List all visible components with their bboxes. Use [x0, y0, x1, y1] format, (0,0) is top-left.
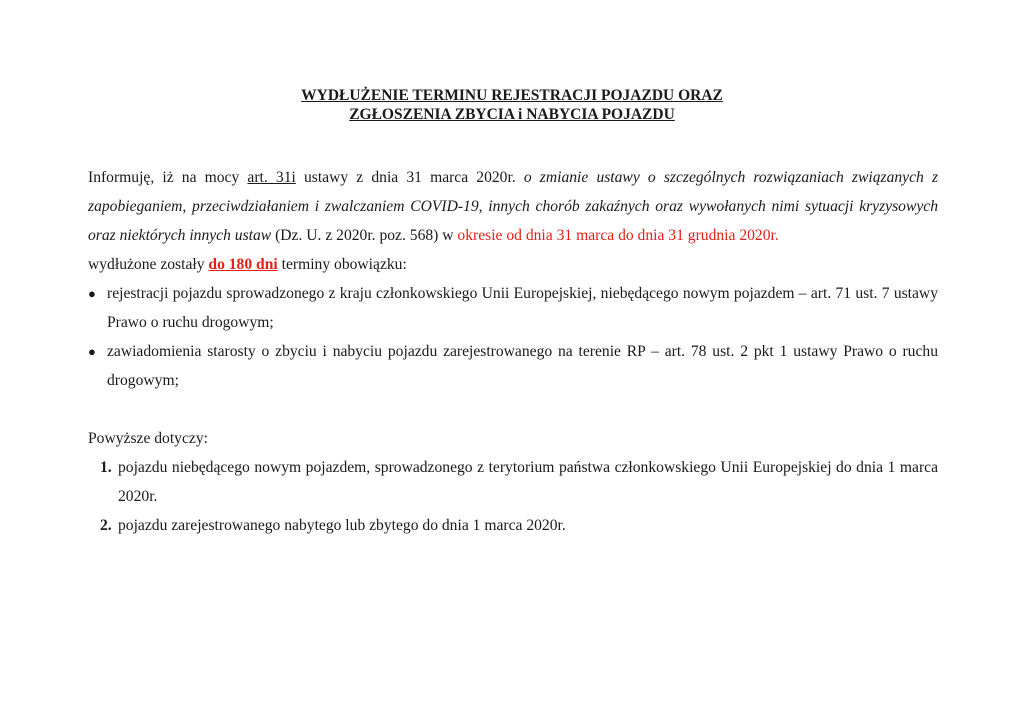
list-item [88, 453, 938, 511]
article-reference: art. 31i [247, 169, 296, 186]
intro-text-4: wydłużone zostały [88, 256, 209, 273]
obligations-list [88, 279, 938, 395]
list-number: 1. [100, 459, 112, 476]
applies-list [88, 453, 938, 540]
list-item [88, 279, 938, 337]
intro-paragraph [88, 163, 938, 279]
list-item-text: pojazdu zarejestrowanego nabytego lub zbytego do dnia 1 marca 2020r. [118, 517, 566, 534]
intro-text-2: ustawy z dnia 31 marca 2020r. [295, 169, 524, 186]
extension-text [88, 250, 938, 279]
list-item-text: rejestracji pojazdu sprowadzonego z kraju członkowskiego Unii Europejskiej, niebędącego nowym pojazdem – art. 71 ust. 7 ustawy Prawo o ruchu drogowym; [107, 285, 938, 331]
spacer [88, 395, 938, 424]
applies-heading: Powyższe dotyczy: [88, 430, 208, 447]
intro-text-1: Informuję, iż na mocy [88, 169, 248, 186]
act-title: o zmianie ustawy o szczególnych rozwiązaniach związanych z zapobieganiem, przeciwdziałaniem i zwalczaniem COVID-19, innych chorób zakaźnych oraz wywołanych nimi sytuacji kryzysowych oraz niektórych innych ustaw [88, 169, 939, 244]
intro-text-3: (Dz. U. z 2020r. poz. 568) w [271, 227, 458, 244]
intro-text-5: terminy obowiązku: [277, 256, 407, 273]
title-line-2: ZGŁOSZENIA ZBYCIA i NABYCIA POJAZDU [349, 106, 675, 123]
list-item [88, 511, 938, 540]
list-item [88, 337, 938, 395]
document-title [0, 86, 1024, 124]
bullet-icon: ● [88, 344, 96, 359]
list-number: 2. [100, 517, 112, 534]
list-item-text: pojazdu niebędącego nowym pojazdem, sprowadzonego z terytorium państwa członkowskiego Unii Europejskiej do dnia 1 marca 2020r. [118, 459, 938, 505]
intro-text [88, 163, 938, 250]
extension-highlight: do 180 dni [208, 256, 278, 273]
document-body [88, 163, 938, 540]
bullet-icon: ● [88, 286, 96, 301]
list-item-text: zawiadomienia starosty o zbyciu i nabyciu pojazdu zarejestrowanego na terenie RP – art. 78 ust. 2 pkt 1 ustawy Prawo o ruchu drogowym; [107, 343, 938, 389]
title-line-1: WYDŁUŻENIE TERMINU REJESTRACJI POJAZDU ORAZ [301, 87, 723, 104]
period-highlight: okresie od dnia 31 marca do dnia 31 grudnia 2020r. [457, 227, 779, 244]
